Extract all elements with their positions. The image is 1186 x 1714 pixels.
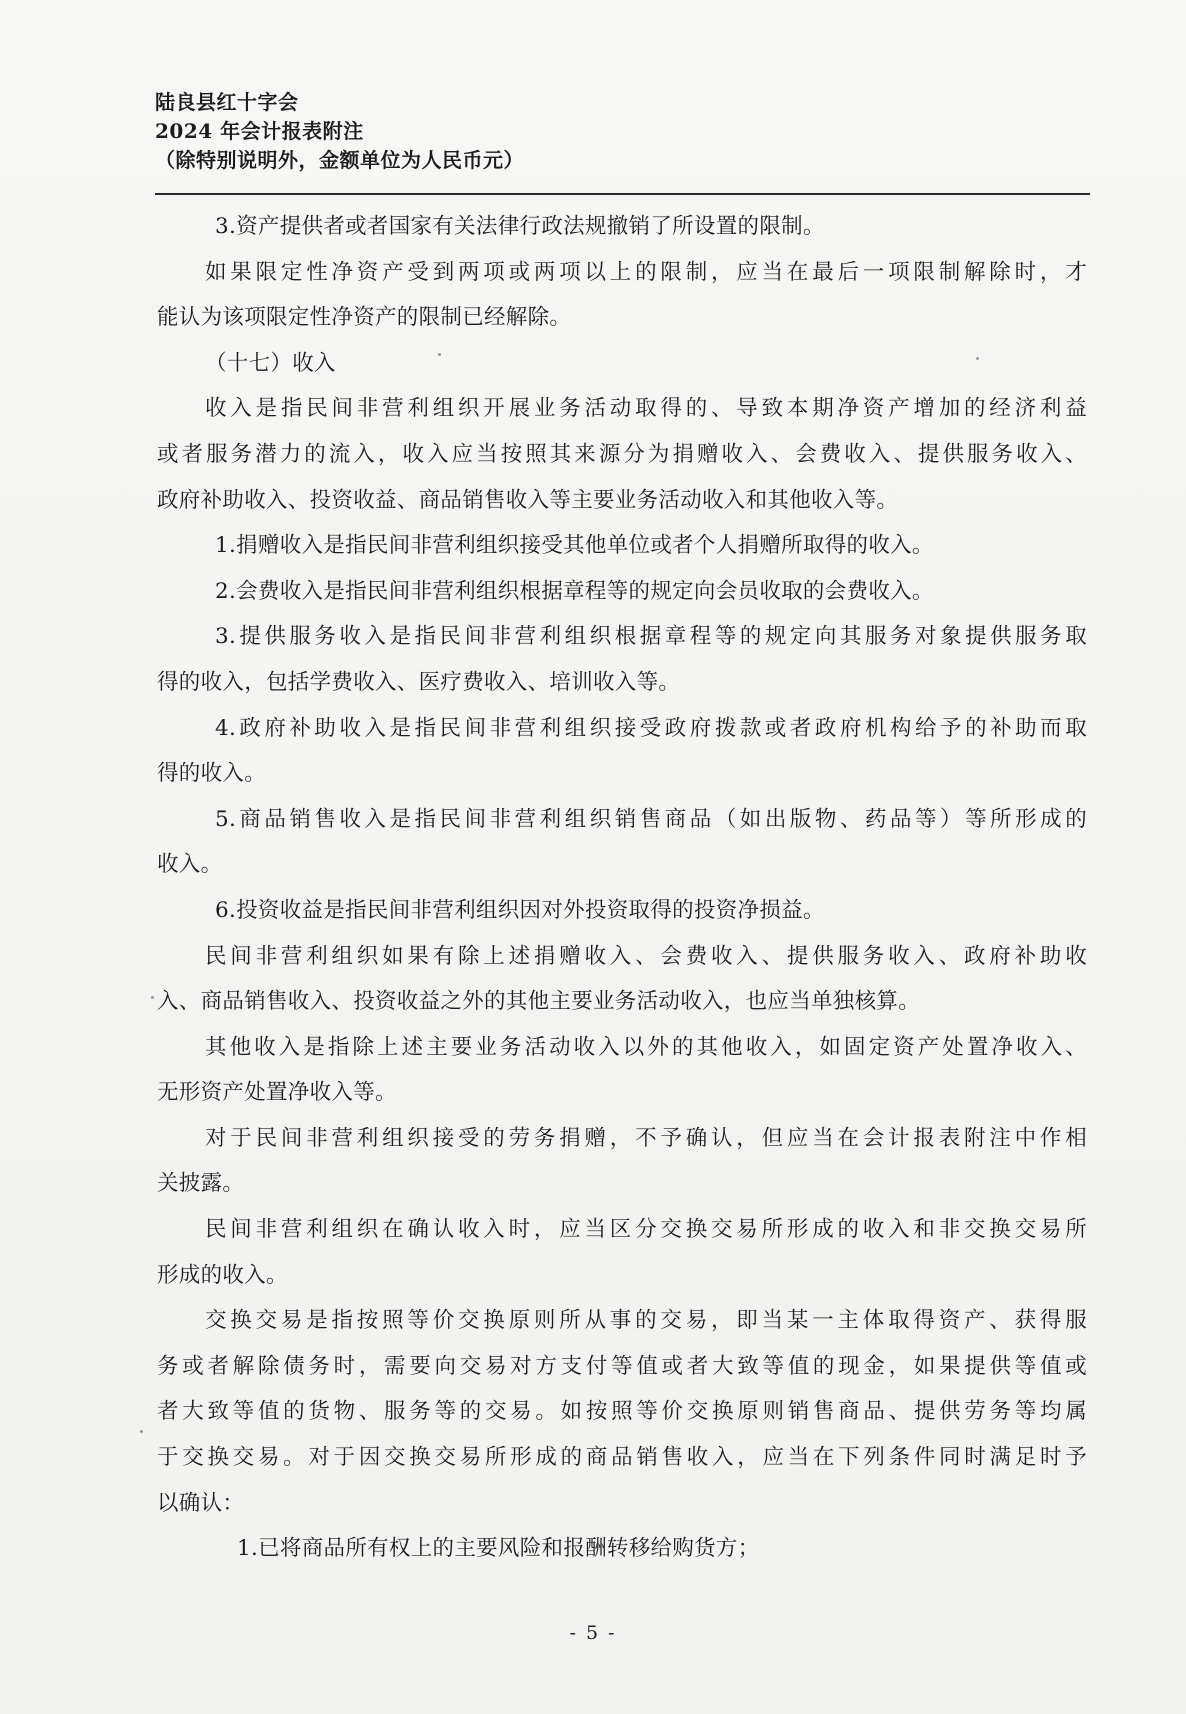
text-line: 6.投资收益是指民间非营利组织因对外投资取得的投资净损益。: [215, 897, 825, 923]
text-line: 于交换交易。对于因交换交易所形成的商品销售收入，应当在下列条件同时满足时予: [157, 1445, 1087, 1471]
text-line: 或者服务潜力的流入，收入应当按照其来源分为捐赠收入、会费收入、提供服务收入、: [157, 441, 1087, 467]
text-line: 收入。: [157, 852, 223, 878]
header-divider: [155, 193, 1090, 195]
text-line: 1.捐赠收入是指民间非营利组织接受其他单位或者个人捐赠所取得的收入。: [215, 533, 934, 559]
text-line: 民间非营利组织如果有除上述捐赠收入、会费收入、提供服务收入、政府补助收: [205, 943, 1087, 969]
text-line: 收入是指民间非营利组织开展业务活动取得的、导致本期净资产增加的经济利益: [205, 396, 1087, 422]
text-line: 3.资产提供者或者国家有关法律行政法规撤销了所设置的限制。: [215, 214, 825, 239]
text-line: 得的收入。: [157, 761, 267, 787]
text-line: 2.会费收入是指民间非营利组织根据章程等的规定向会员收取的会费收入。: [215, 578, 934, 604]
scan-speck: [438, 353, 441, 356]
text-line: 对于民间非营利组织接受的劳务捐赠，不予确认，但应当在会计报表附注中作相: [205, 1125, 1087, 1151]
body-text: [157, 204, 1087, 1572]
amount-unit-note: （除特别说明外，金额单位为人民币元）: [155, 148, 524, 172]
text-line: 入、商品销售收入、投资收益之外的其他主要业务活动收入，也应当单独核算。: [157, 989, 921, 1015]
text-line: 关披露。: [157, 1171, 245, 1197]
scan-speck: [151, 996, 154, 999]
scan-speck: [140, 1430, 143, 1433]
text-line: 形成的收入。: [157, 1262, 288, 1288]
text-line: 得的收入，包括学费收入、医疗费收入、培训收入等。: [157, 669, 681, 695]
text-line: 如果限定性净资产受到两项或两项以上的限制，应当在最后一项限制解除时，才: [205, 259, 1087, 285]
text-line: 以确认：: [157, 1490, 245, 1516]
text-line: 政府补助收入、投资收益、商品销售收入等主要业务活动收入和其他收入等。: [157, 487, 899, 513]
text-line: 5.商品销售收入是指民间非营利组织销售商品（如出版物、药品等）等所形成的: [215, 806, 1087, 832]
text-line: 其他收入是指除上述主要业务活动收入以外的其他收入，如固定资产处置净收入、: [205, 1034, 1087, 1060]
page-number: - 5 -: [569, 1622, 617, 1644]
text-line: 者大致等值的货物、服务等的交易。如按照等价交换原则销售商品、提供劳务等均属: [157, 1399, 1087, 1425]
text-line: 4.政府补助收入是指民间非营利组织接受政府拨款或者政府机构给予的补助而取: [215, 715, 1087, 741]
text-line: 无形资产处置净收入等。: [157, 1080, 397, 1106]
text-line: 1.已将商品所有权上的主要风险和报酬转移给购货方；: [237, 1536, 760, 1562]
text-line: （十七）收入: [205, 350, 336, 376]
report-title: 2024 年会计报表附注: [155, 119, 364, 143]
text-line: 交换交易是指按照等价交换原则所从事的交易，即当某一主体取得资产、获得服: [205, 1308, 1087, 1334]
text-line: 3.提供服务收入是指民间非营利组织根据章程等的规定向其服务对象提供服务取: [215, 624, 1087, 650]
scan-speck: [976, 357, 979, 360]
text-line: 务或者解除债务时，需要向交易对方支付等值或者大致等值的现金，如果提供等值或: [157, 1353, 1087, 1379]
organization-name: 陆良县红十字会: [155, 90, 299, 114]
report-header: [155, 88, 1090, 175]
text-line: 民间非营利组织在确认收入时，应当区分交换交易所形成的收入和非交换交易所: [205, 1217, 1087, 1243]
text-line: 能认为该项限定性净资产的限制已经解除。: [157, 305, 572, 331]
